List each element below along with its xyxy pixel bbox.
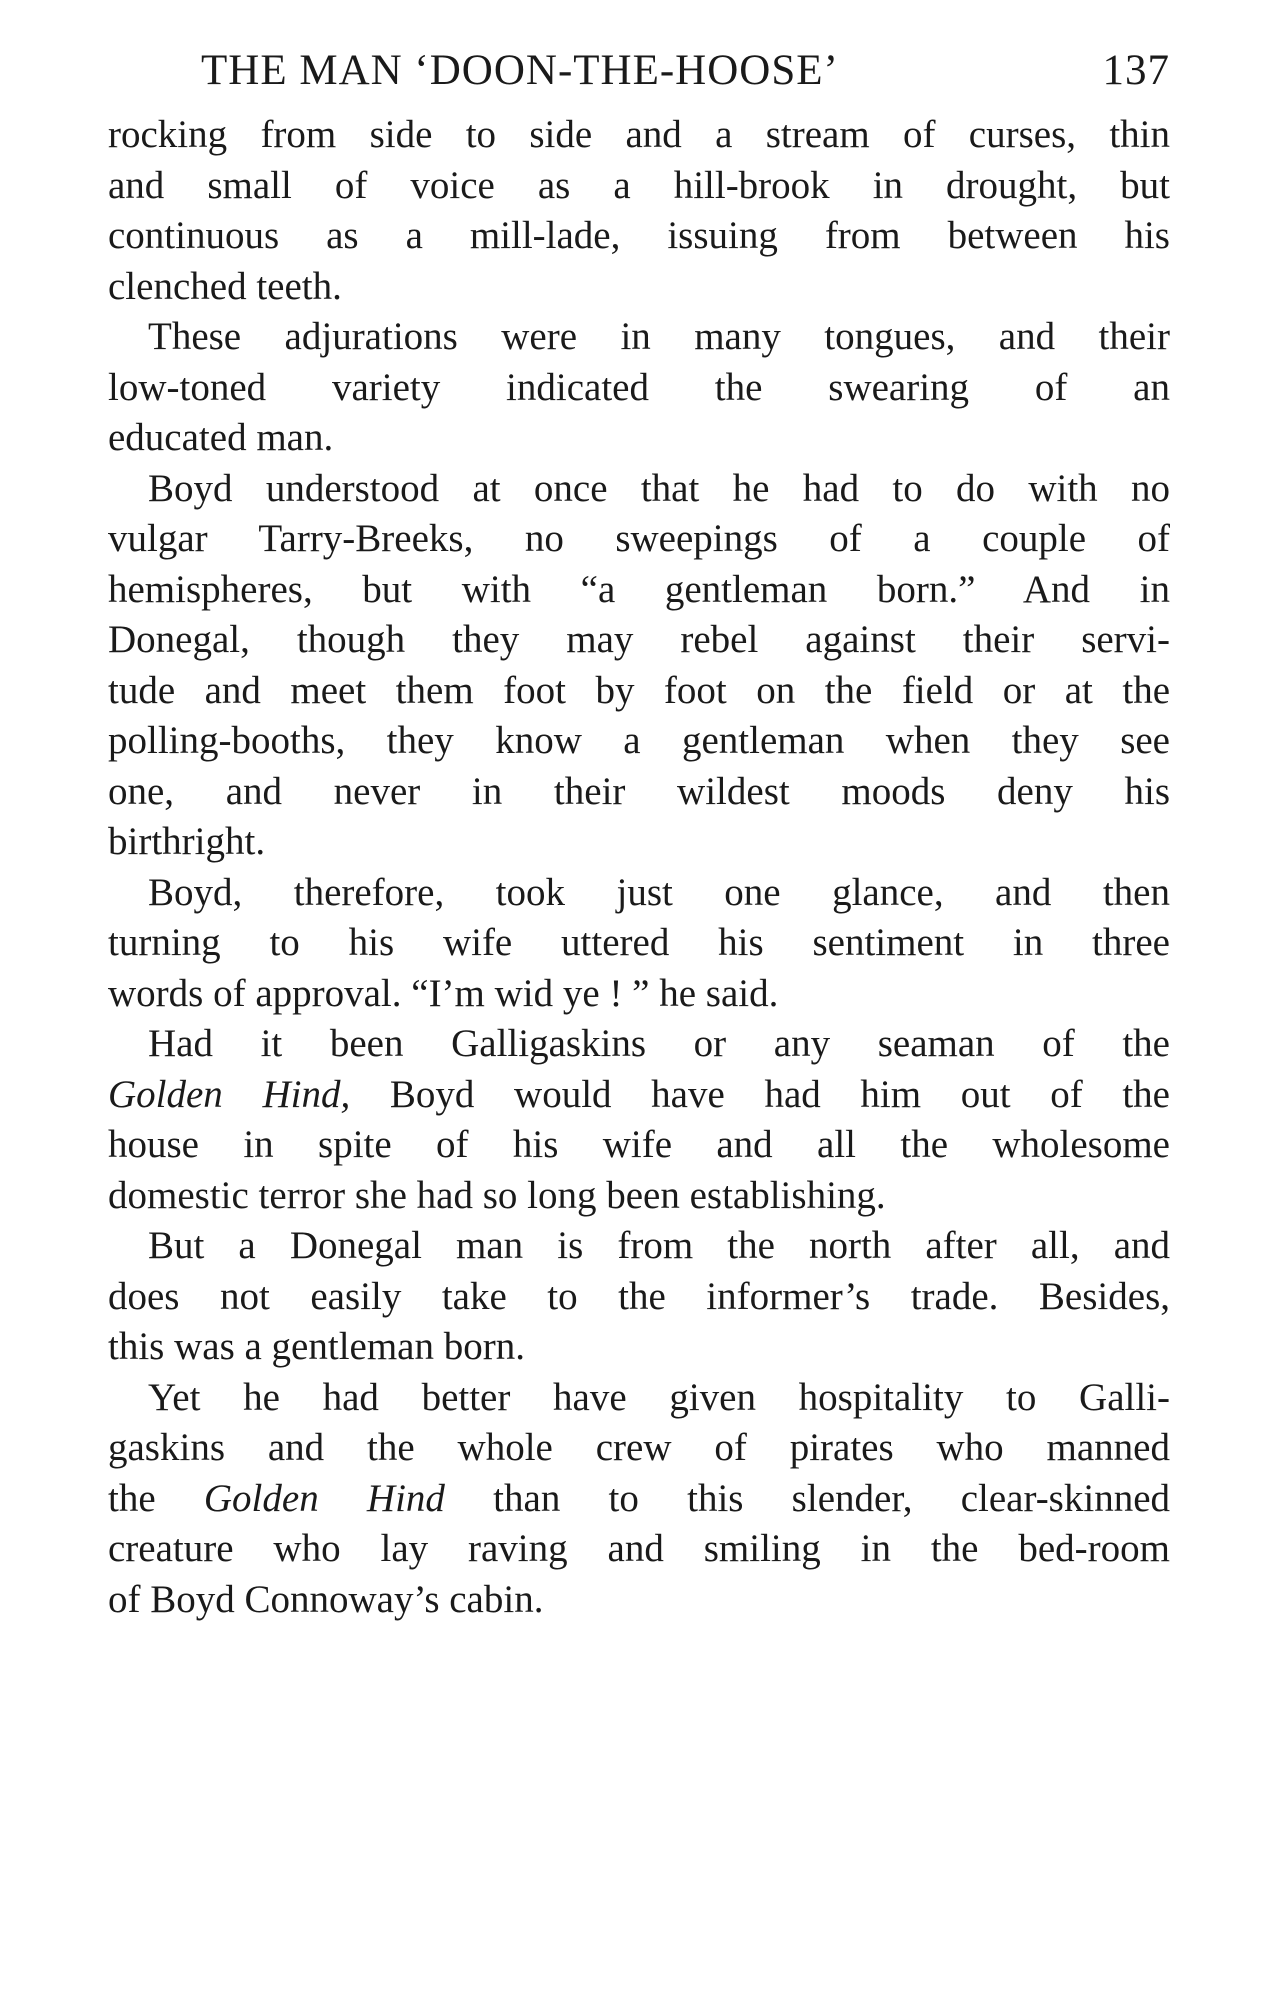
text-line: But a Donegal man is from the north after all, and — [148, 1224, 1170, 1267]
ship-name: Golden Hind, — [108, 1072, 351, 1116]
paragraph-4 — [108, 868, 1170, 1020]
page-number: 137 — [1102, 47, 1170, 94]
text-line: birthright. — [108, 820, 266, 863]
paragraph-3 — [108, 464, 1170, 868]
text-line — [108, 1070, 1170, 1121]
text-line: rocking from side to side and a stream of curses, thin — [108, 113, 1170, 156]
text-line: gaskins and the whole crew of pirates who manned — [108, 1426, 1170, 1469]
text-fragment: than to this slender, clear-skinned — [444, 1476, 1171, 1520]
running-title: THE MAN ‘DOON-THE-HOOSE’ — [201, 47, 839, 94]
text-line: Donegal, though they may rebel against their servi- — [108, 618, 1170, 661]
text-fragment: Boyd would have had him out of the — [350, 1072, 1170, 1116]
text-line: continuous as a mill-lade, issuing from between his — [108, 214, 1170, 257]
text-line: Boyd understood at once that he had to do with no — [148, 466, 1170, 510]
text-line: hemispheres, but with “a gentleman born.” And in — [108, 567, 1170, 611]
text-line: Yet he had better have given hospitality to Galli- — [148, 1375, 1170, 1419]
paragraph-2 — [108, 312, 1170, 464]
text-line: tude and meet them foot by foot on the field or at the — [108, 668, 1170, 712]
text-fragment: the — [108, 1476, 204, 1520]
text-line: does not easily take to the informer’s trade. Besides, — [108, 1274, 1170, 1318]
text-line: Boyd, therefore, took just one glance, and then — [148, 870, 1170, 914]
text-line: words of approval. “I’m wid ye ! ” he said. — [108, 971, 779, 1015]
paragraph-5 — [108, 1019, 1170, 1221]
text-line: low-toned variety indicated the swearing of an — [108, 365, 1170, 409]
text-line: vulgar Tarry-Breeks, no sweepings of a couple of — [108, 517, 1170, 560]
text-line: house in spite of his wife and all the wholesome — [108, 1123, 1170, 1166]
running-head — [108, 36, 1170, 106]
paragraph-1 — [108, 110, 1170, 312]
text-line: creature who lay raving and smiling in the bed-room — [108, 1527, 1170, 1570]
body-text — [108, 110, 1170, 1625]
text-line: turning to his wife uttered his sentiment in three — [108, 921, 1170, 964]
text-line: Had it been Galligaskins or any seaman of the — [148, 1022, 1170, 1065]
paragraph-7 — [108, 1373, 1170, 1626]
ship-name: Golden Hind — [203, 1476, 445, 1520]
text-line: and small of voice as a hill-brook in drought, but — [108, 163, 1170, 207]
text-line: polling-booths, they know a gentleman when they see — [108, 719, 1170, 762]
text-line: These adjurations were in many tongues, and their — [148, 315, 1170, 358]
text-line: clenched teeth. — [108, 264, 342, 308]
text-line: domestic terror she had so long been establishing. — [108, 1173, 886, 1217]
book-page — [108, 36, 1170, 1625]
text-line — [108, 1474, 1170, 1525]
text-line: one, and never in their wildest moods deny his — [108, 769, 1170, 813]
text-line: educated man. — [108, 416, 334, 459]
text-line: this was a gentleman born. — [108, 1325, 525, 1368]
text-line: of Boyd Connoway’s cabin. — [108, 1577, 544, 1621]
paragraph-6 — [108, 1221, 1170, 1373]
